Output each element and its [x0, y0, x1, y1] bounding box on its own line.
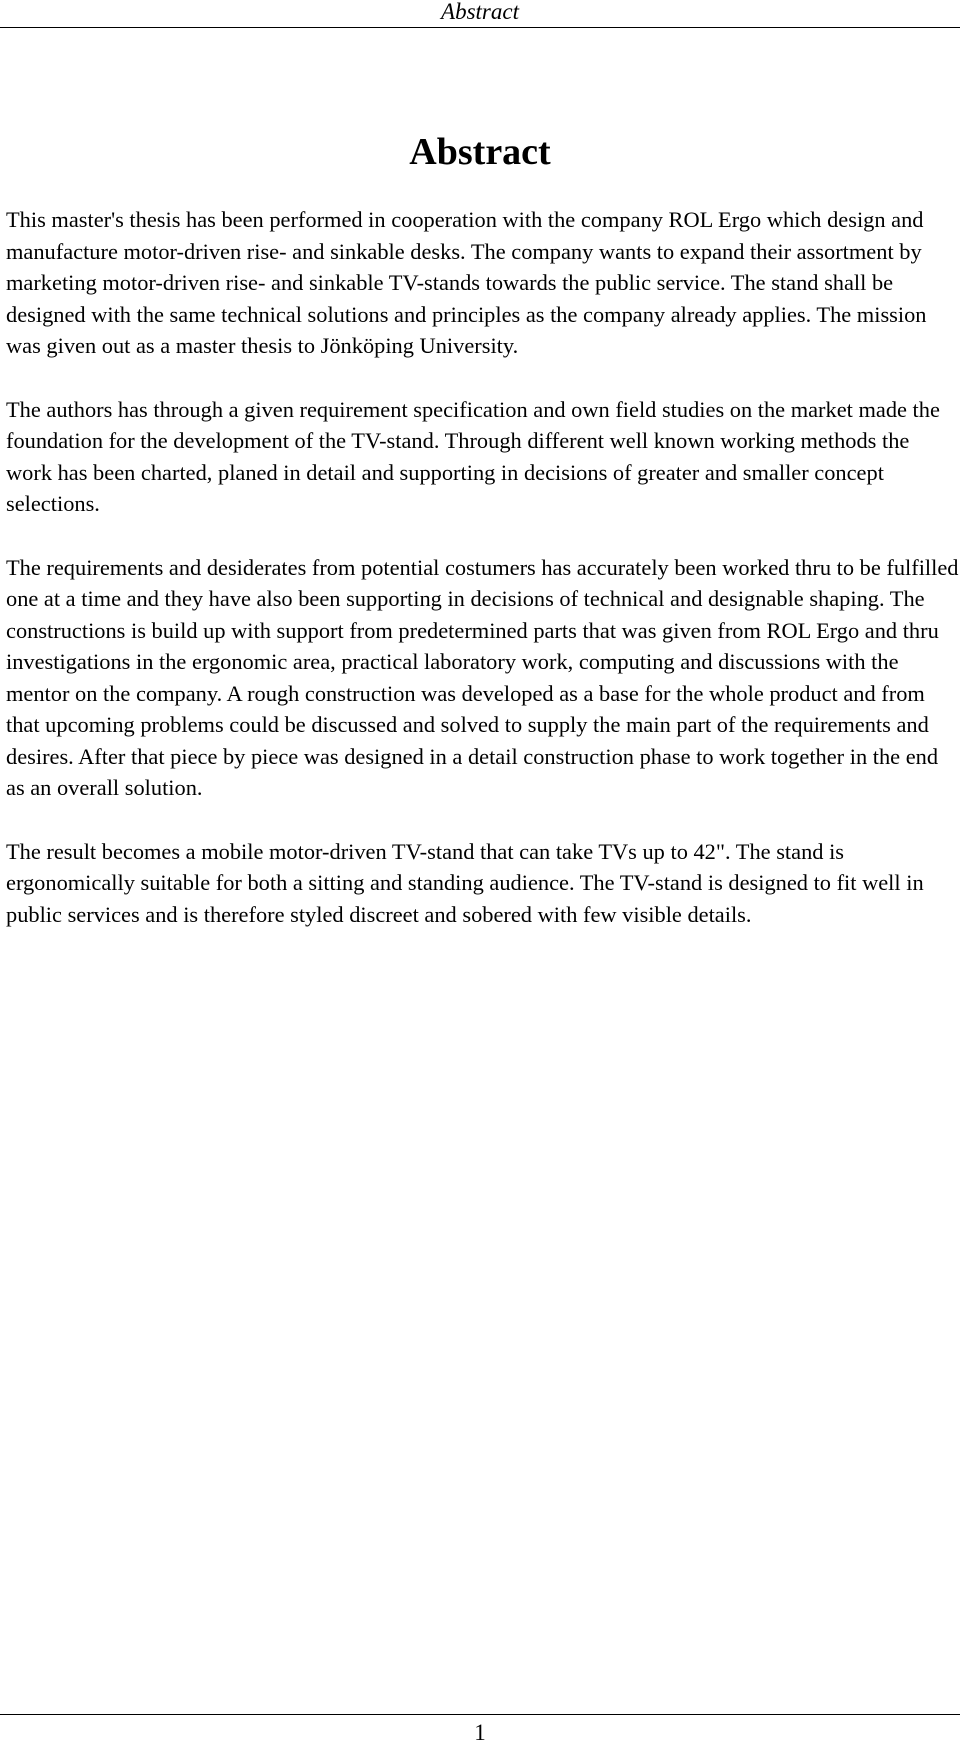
running-footer — [0, 1714, 960, 1745]
abstract-paragraph: This master's thesis has been performed in cooperation with the company ROL Ergo which design and manufacture motor-driven rise- and sinkable desks. The company wants to expand their assortment by marketing motor-driven rise- and sinkable TV-stands towards the public service. The stand shall be designed with the same technical solutions and principles as the company already applies. The mission was given out as a master thesis to Jönköping University. — [6, 207, 927, 358]
running-header-title: Abstract — [441, 0, 519, 24]
page-title: Abstract — [409, 131, 551, 173]
abstract-paragraph: The authors has through a given requirement specification and own field studies on the market made the foundation for the development of the TV-stand. Through different well known working methods the work has been charted, planed in detail and supporting in decisions of greater and smaller concept selections. — [6, 396, 940, 516]
abstract-paragraph: The result becomes a mobile motor-driven TV-stand that can take TVs up to 42". The stand is ergonomically suitable for both a sitting and standing audience. The TV-stand is designed to fit well in public services and is therefore styled discreet and sobered with few visible details. — [6, 838, 924, 927]
running-header — [0, 0, 960, 28]
abstract-body — [6, 204, 960, 962]
page-number: 1 — [474, 1720, 486, 1745]
abstract-paragraph: The requirements and desiderates from potential costumers has accurately been worked thru to be fulfilled one at a time and they have also been supporting in decisions of technical and designable shaping. The constructions is build up with support from predetermined parts that was given from ROL Ergo and thru investigations in the ergonomic area, practical laboratory work, computing and discussions with the mentor on the company. A rough construction was developed as a base for the whole product and from that upcoming problems could be discussed and solved to supply the main part of the requirements and desires. After that piece by piece was designed in a detail construction phase to work together in the end as an overall solution. — [6, 554, 959, 800]
